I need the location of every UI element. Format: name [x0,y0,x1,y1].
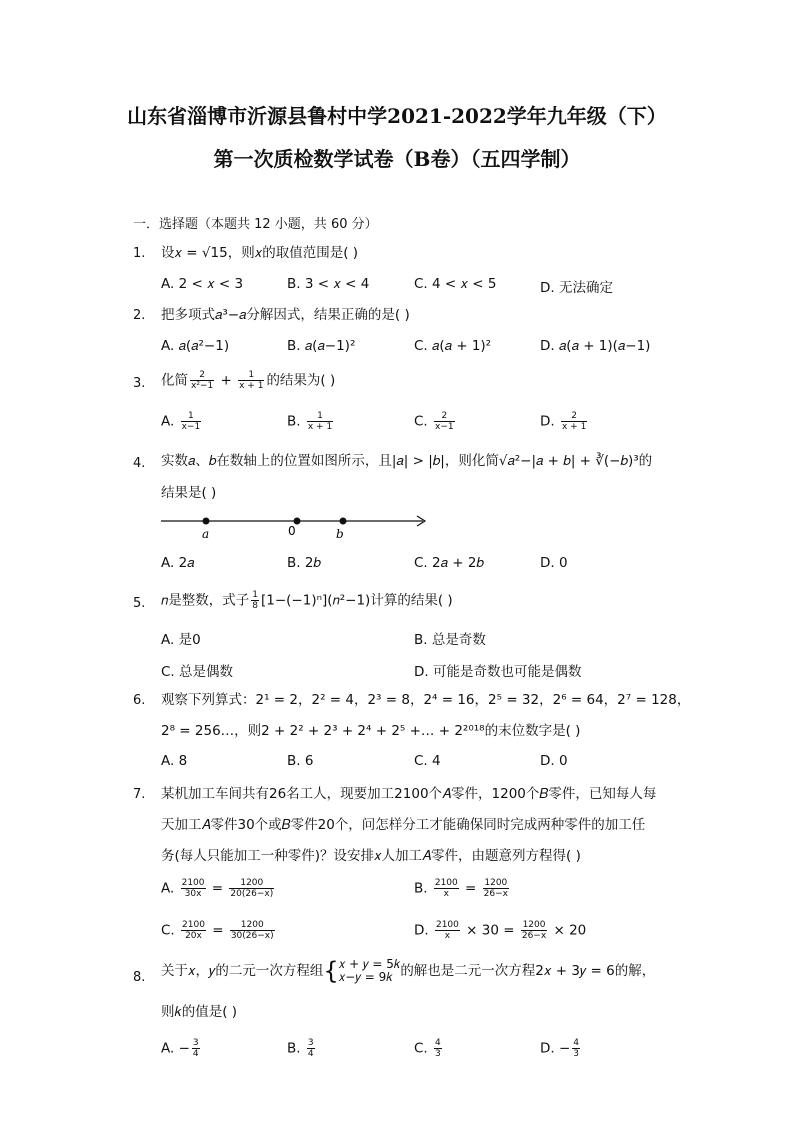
q7-d-frac1-num: 2100 [435,920,459,930]
q3-stem-post: 的结果为( ) [266,372,336,389]
q3-fraction-1-num: 2 [190,370,214,381]
q3-stem-pre: 化简 [161,372,188,389]
q7-c-frac1-num: 2100 [182,920,205,930]
q5-number: 5. [133,596,146,611]
q5-option-a: A. 是0 [161,632,201,648]
q8-option-d-letter: D. − [540,1040,571,1057]
q1-option-a: A. 2 < 𝑥 < 3 [161,276,244,292]
q7-a-frac2-den: 20(26−x) [230,889,274,899]
q3-option-a-num: 1 [181,411,202,422]
q8-option-b-letter: B. [287,1040,301,1057]
q7-option-d [414,920,586,941]
q7-option-c-letter: C. [161,922,175,939]
q3-option-a-letter: A. [161,413,175,430]
q7-number: 7. [133,787,146,802]
q8-option-c-den: 3 [435,1049,441,1059]
q3-option-c-letter: C. [414,413,428,430]
q8-option-b-den: 4 [307,1049,314,1059]
q6-option-d: D. 0 [540,753,568,769]
number-line-figure [155,510,435,542]
q7-d-end: × 20 [549,922,587,939]
q7-d-frac2-num: 1200 [522,920,546,930]
q3-fraction-2 [238,370,264,391]
q7-stem: 某机加工车间共有26名工人，现要加工2100个𝐴零件，1200个𝐵零件，已知每人每 [161,786,657,802]
q7-d-frac1 [435,920,460,941]
q8-option-b-fraction [307,1038,315,1059]
q8-option-b [287,1038,317,1059]
q3-option-c-fraction [434,411,455,432]
q8-option-d-num: 4 [573,1038,580,1048]
q8-option-c-letter: C. [414,1040,428,1057]
q6-stem: 观察下列算式：2¹ = 2，2² = 4，2³ = 8，2⁴ = 16，2⁵ = 32，2⁶ = 64，2⁷ = 128， [161,692,691,708]
q4-option-b: B. 2𝑏 [287,555,321,571]
q3-option-d [540,411,589,432]
q8-option-a-den: 4 [192,1049,199,1059]
q7-a-frac1-den: 30x [184,889,202,899]
q7-d-frac1-den: x [444,931,451,941]
q7-a-frac1 [181,878,206,899]
q7-c-eq: = [207,922,228,939]
q2-option-d: D. 𝑎(𝑎 + 1)(𝑎−1) [540,338,651,354]
q8-option-a [161,1038,202,1059]
q7-c-frac2-num: 1200 [230,920,275,931]
section-heading: 一．选择题（本题共 12 小题，共 60 分） [133,217,378,232]
q3-fraction-1-den: x²−1 [191,381,214,391]
q3-fraction-1 [190,370,214,391]
q8-option-d-fraction [572,1038,580,1059]
q7-d-frac2 [521,920,547,941]
q6-stem-2: 2⁸ = 256…，则2 + 2² + 2³ + 2⁴ + 2⁵ +… + 2²⁰¹⁸的末位数字是( ) [161,723,581,739]
q3-option-c-num: 2 [434,411,455,422]
q7-option-b [414,878,511,899]
q7-d-frac2-den: 26−x [521,931,547,941]
q7-d-mid: × 30 = [461,922,519,939]
q2-number: 2. [133,308,146,323]
q8-option-d [540,1038,582,1059]
q3-option-b-fraction [307,411,333,432]
q8-brace: { [323,957,339,985]
q7-b-frac1-den: x [443,889,449,899]
q5-option-c: C. 总是偶数 [161,664,234,680]
q3-fraction-2-num: 1 [238,370,264,381]
q1-stem: 设𝑥 = √15，则𝑥的取值范围是( ) [161,245,359,261]
q8-number: 8. [133,970,146,985]
q2-stem: 把多项式𝑎³−𝑎分解因式，结果正确的是( ) [161,307,410,323]
q5-stem-post: [1−(−1)ⁿ](𝑛²−1)计算的结果( ) [260,592,453,609]
q7-b-eq: = [460,880,481,897]
q8-option-a-fraction [192,1038,200,1059]
q7-b-frac2-den: 26−x [483,889,508,899]
q3-option-b-letter: B. [287,413,301,430]
title-line-2: 第一次质检数学试卷（B卷）（五四学制） [213,147,581,171]
q5-fraction [251,590,259,611]
q5-stem-pre: 𝑛是整数，式子 [161,592,250,609]
q5-option-d: D. 可能是奇数也可能是偶数 [414,664,582,680]
q7-a-frac2 [229,878,274,899]
q8-option-b-num: 3 [307,1038,314,1048]
q7-b-frac1-num: 2100 [434,878,458,888]
q7-option-b-letter: B. [414,880,428,897]
q7-c-frac1 [181,920,206,941]
q3-plus: + [216,372,237,389]
q4-stem: 实数𝑎、𝑏在数轴上的位置如图所示，且|𝑎| > |𝑏|，则化简√𝑎²−|𝑎 + 𝑏| + ∛(−𝑏)³的 [161,453,653,469]
q2-option-c: C. 𝑎(𝑎 + 1)² [414,338,492,354]
q8-stem-pre: 关于𝑥，𝑦的二元一次方程组 [161,963,324,979]
q2-option-b: B. 𝑎(𝑎−1)² [287,338,356,354]
q8-stem-2: 则𝑘的值是( ) [161,1004,238,1020]
q1-option-b: B. 3 < 𝑥 < 4 [287,276,370,292]
q6-option-c: C. 4 [414,753,441,769]
label-zero: 0 [288,524,296,538]
q7-a-frac1-num: 2100 [181,878,205,888]
point-a-dot [203,518,210,525]
q8-system [339,958,401,984]
q7-option-c [161,920,277,941]
q8-option-a-num: 3 [192,1038,199,1048]
q3-stem [161,370,335,391]
q8-stem-post: 的解也是二元一次方程2𝑥 + 3𝑦 = 6的解， [400,963,656,979]
q8-eq1: 𝑥 + 𝑦 = 5𝑘 [338,957,401,971]
q6-option-a: A. 8 [161,753,188,769]
q5-option-b: B. 总是奇数 [414,632,486,648]
label-b: b [336,527,344,541]
q3-fraction-2-den: x + 1 [239,381,264,391]
q7-stem-2: 天加工𝐴零件30个或𝐵零件20个，问怎样分工才能确保同时完成两种零件的加工任 [161,817,646,833]
q3-option-c-den: x−1 [435,422,454,432]
q7-b-frac2 [483,878,509,899]
q6-option-b: B. 6 [287,753,314,769]
q3-option-b-num: 1 [307,411,333,422]
q4-number: 4. [133,456,146,471]
q4-stem-2: 结果是( ) [161,485,217,501]
q4-option-c: C. 2𝑎 + 2𝑏 [414,555,484,571]
q3-option-c [414,411,457,432]
q7-stem-3: 务(每人只能加工一种零件)？设安排𝑥人加工𝐴零件，由题意列方程得( ) [161,848,581,864]
q7-c-frac2 [230,920,275,941]
q7-option-d-letter: D. [414,922,429,939]
q3-option-d-den: x + 1 [561,422,587,432]
q7-option-a-letter: A. [161,880,175,897]
q3-option-d-fraction [561,411,587,432]
q7-a-eq: = [207,880,228,897]
q4-option-d: D. 0 [540,555,568,571]
q8-option-a-letter: A. − [161,1040,190,1057]
title-line-1: 山东省淄博市沂源县鲁村中学2021-2022学年九年级（下） [127,104,667,128]
q3-option-b [287,411,335,432]
q5-fraction-den: 8 [252,601,258,611]
q7-c-frac1-den: 20x [185,931,202,941]
q4-option-a: A. 2𝑎 [161,555,195,571]
q6-number: 6. [133,693,146,708]
q3-number: 3. [133,376,146,391]
point-b-dot [340,518,347,525]
q8-option-d-den: 3 [573,1049,580,1059]
q7-option-a [161,878,276,899]
q2-option-a: A. 𝑎(𝑎²−1) [161,338,230,354]
q3-option-a-fraction [181,411,202,432]
q8-option-c-fraction [434,1038,442,1059]
q7-b-frac1 [434,878,459,899]
q8-option-c-num: 4 [435,1038,441,1048]
q8-stem [161,958,655,984]
q7-b-frac2-num: 1200 [484,878,508,888]
label-a: a [202,527,210,541]
q1-option-d: D. 无法确定 [540,280,613,296]
q1-option-c: C. 4 < 𝑥 < 5 [414,276,497,292]
q3-option-d-letter: D. [540,413,555,430]
q3-option-a-den: x−1 [181,422,201,432]
q8-option-c [414,1038,444,1059]
q3-option-b-den: x + 1 [307,422,333,432]
q3-option-a [161,411,203,432]
q5-stem [161,590,453,611]
q7-c-frac2-den: 30(26−x) [230,931,274,941]
q7-a-frac2-num: 1200 [229,878,274,889]
q1-number: 1. [133,246,146,261]
q8-eq2: 𝑥−𝑦 = 9𝑘 [338,970,393,984]
q5-fraction-num: 1 [252,590,258,600]
q3-option-d-num: 2 [561,411,587,422]
